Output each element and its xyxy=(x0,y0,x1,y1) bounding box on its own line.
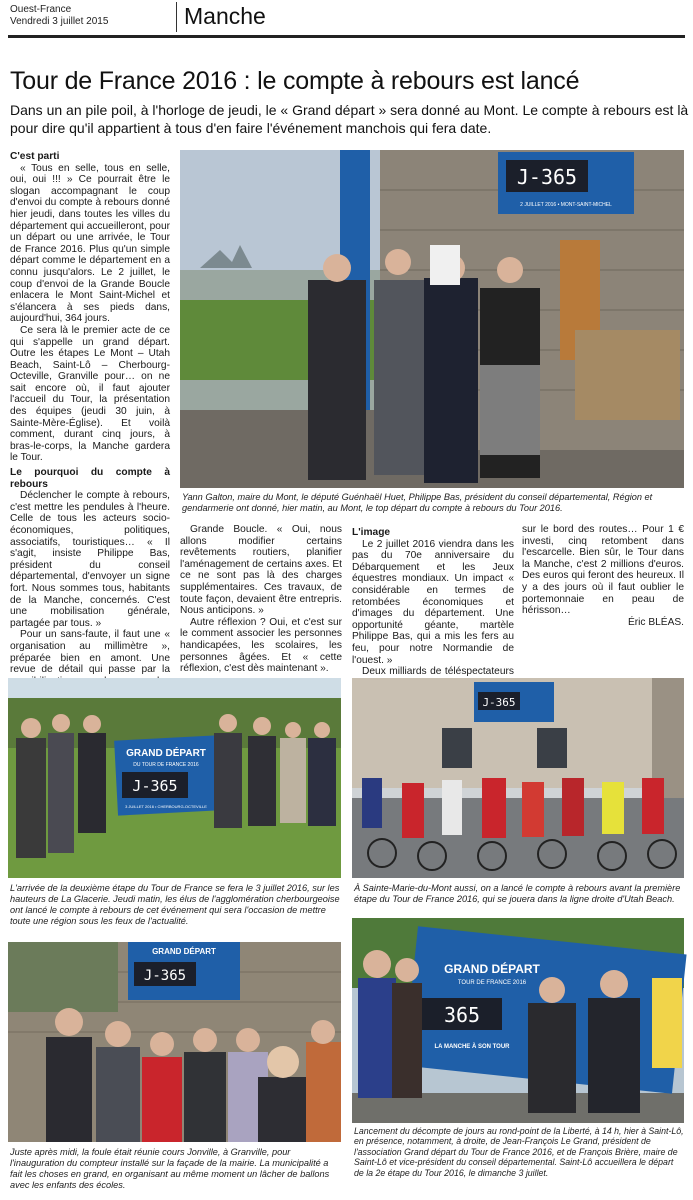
article-column-2 xyxy=(180,524,342,675)
granville-banner-title: GRAND DÉPART xyxy=(152,947,216,956)
article-paragraph: sur le bord des routes… Pour 1 € investi, cinq retombent dans l'escarcelle. Bien sûr, le Tour dans la Manche, c'est 2 millions d'euros. Des euros qui feront des heureux. Il y a des jours où il faut oublier le portemonnaie en peau de hérisson… xyxy=(522,524,684,617)
granville-photo-caption: Juste après midi, la foule était réunie cours Jonville, à Granville, pour l'inauguration du compteur installé sur la façade de la mairie. La municipalité a fait les choses en grand, en organisant au même moment un lâcher de ballons avec les enfants des écoles. xyxy=(10,1147,330,1190)
publication-date: Vendredi 3 juillet 2015 xyxy=(10,16,109,27)
article-paragraph: Autre réflexion ? Oui, et c'est sur le comment associer les personnes handicapées, les scolaires, les personnes âgées. Et « cette réflexion, c'est dès maintenant ». xyxy=(180,616,342,675)
cherbourg-banner-subtitle: DU TOUR DE FRANCE 2016 xyxy=(133,762,199,768)
sainte-marie-photo-illustration xyxy=(352,678,684,878)
header-divider xyxy=(176,2,177,32)
article-column-3 xyxy=(352,524,514,678)
main-photo-people xyxy=(308,245,540,483)
cherbourg-photo-illustration xyxy=(8,678,341,878)
cherbourg-photo xyxy=(8,678,341,878)
section-title: Manche xyxy=(184,3,266,29)
article-headline: Tour de France 2016 : le compte à rebours est lancé xyxy=(10,67,580,95)
article-subhead: Le pourquoi du compte à rebours xyxy=(10,467,170,490)
article-paragraph: Deux milliards de téléspectateurs xyxy=(362,666,514,678)
sainte-marie-photo-caption: À Sainte-Marie-du-Mont aussi, on a lancé le compte à rebours avant la première étape du Tour de France 2016, qui se jouera dans la ligne droite d'Utah Beach. xyxy=(354,883,681,904)
saint-lo-banner-footer: LA MANCHE À SON TOUR xyxy=(434,1044,510,1050)
cherbourg-photo-caption: L'arrivée de la deuxième étape du Tour de France se fera le 3 juillet 2016, sur les hauteurs de La Glacerie. Jeudi matin, les élus de l'agglomération cherbourgeoise ont lancé le compte à rebours de cet événement qui sera l'occasion de mettre toute une région sous les feux de l'actualité. xyxy=(10,883,340,926)
article-standfirst: Dans un an pile poil, à l'horloge de jeudi, le « Grand départ » sera donné au Mont. Le compte à rebours est là pour dire qu'il appartient à tous d'en faire l'événement manchois qui fera date. xyxy=(10,102,689,136)
sainte-marie-counter-text: J-365 xyxy=(482,696,516,709)
article-paragraph: Le 2 juillet 2016 viendra dans les pas du 70e anniversaire du Débarquement et les Jeux équestres mondiaux. Un impact « considérable en termes de retombées économiques et d'images du département. Une opportunité géante, martèle Philippe Bas, qui a mis les fers au feu, pour notre Normandie de l'ouest. » xyxy=(352,538,514,666)
main-photo-caption: Yann Galton, maire du Mont, le député Guénhaël Huet, Philippe Bas, président du conseil départemental, Région et gendarmerie ont donné, hier matin, au Mont, le top départ du compte à rebours du Tour 2016. xyxy=(182,492,653,513)
sainte-marie-photo xyxy=(352,678,684,878)
article-paragraph: Ce sera là le premier acte de ce qui s'appelle un grand départ. Outre les étapes Le Mont – Utah Beach, Saint-Lô – Cherbourg-Octeville, Granville pour… on ne sait encore où, il faut ajouter l'accueil du Tour, la présentation des équipes (jeudi 30 juin, à Sainte-Mère-Église). Et voilà comment, durant cinq jours, à bras-le-corps, la Manche gardera le Tour. xyxy=(10,324,170,464)
cherbourg-counter-text: J-365 xyxy=(132,777,178,795)
article-signature: Éric BLÉAS. xyxy=(627,616,684,628)
cherbourg-banner-title: GRAND DÉPART xyxy=(126,748,206,759)
main-counter-subtitle: 2 JUILLET 2016 • MONT-SAINT-MICHEL xyxy=(520,202,612,208)
publication-name: Ouest-France xyxy=(10,4,72,15)
main-counter-text: J-365 xyxy=(516,165,578,189)
saint-lo-counter-text: 365 xyxy=(443,1003,481,1027)
article-column-1 xyxy=(10,148,170,676)
article-subhead: C'est parti xyxy=(10,151,60,162)
granville-photo-illustration xyxy=(8,942,341,1142)
header-rule xyxy=(8,35,685,38)
article-column-4 xyxy=(522,524,684,670)
saint-lo-photo-caption: Lancement du décompte de jours au rond-point de la Liberté, à 14 h, hier à Saint-Lô, en présence, notamment, à droite, de Jean-François Le Grand, président de l'association Grand départ du Tour de France 2016, et de François Brière, maire de Saint-Lô et vice-président du conseil départemental. Saint-Lô accueillera le départ de la 2e étape du Tour 2016, le dimanche 3 juillet. xyxy=(354,1126,684,1178)
article-paragraph: Grande Boucle. « Oui, nous allons modifier certains revêtements routiers, planifier l'aménagement de certains axes. Et ce ne sont pas là des charges supplémentaires. Ces travaux, de toute façon, devaient être entrepris. Nous anticipons. » xyxy=(180,524,342,617)
main-photo-illustration xyxy=(180,150,684,488)
saint-lo-photo-illustration xyxy=(352,918,684,1123)
main-photo xyxy=(180,150,684,488)
article-paragraph: Pour un sans-faute, il faut une « organisation au millimètre », préparée bien en amont. Une revue de détail qui passe par la xyxy=(10,629,170,676)
cherbourg-counter-subtitle: 3 JUILLET 2016 • CHERBOURG-OCTEVILLE xyxy=(125,804,207,809)
article-paragraph: Déclencher le compte à rebours, c'est mettre les pendules à l'heure. Celle de tous les acteurs socio-économiques, politiques, associatifs, touristiques… « Il s'agit, insiste Philippe Bas, président du conseil départemental, d'envoyer un signe fort. Nous sommes tous, habitants de la Manche, concernés. C'est une mobilisation générale, partagée par tous. » xyxy=(10,490,170,629)
saint-lo-photo xyxy=(352,918,684,1123)
article-paragraph: « Tous en selle, tous en selle, oui, oui !!! » Ce pourrait être le slogan accompagnant le coup d'envoi du compte à rebours donné hier jeudi, dans toutes les villes du département qui accueilleront, pour un départ ou une arrivée, le Tour de France 2016. Plus qu'un simple départ comme le département en a connu jusqu'alors. Le 2 juillet, le coup d'envoi de la Grande Boucle enlacera le Mont Saint-Michel et s'élancera à ses pieds dans, aujourd'hui, 364 jours. xyxy=(10,162,170,325)
saint-lo-banner-title: GRAND DÉPART xyxy=(444,962,540,976)
granville-counter-text: J-365 xyxy=(143,968,187,984)
article-subhead: L'image xyxy=(352,527,391,538)
saint-lo-banner-subtitle: TOUR DE FRANCE 2016 xyxy=(457,980,527,986)
granville-photo xyxy=(8,942,341,1142)
